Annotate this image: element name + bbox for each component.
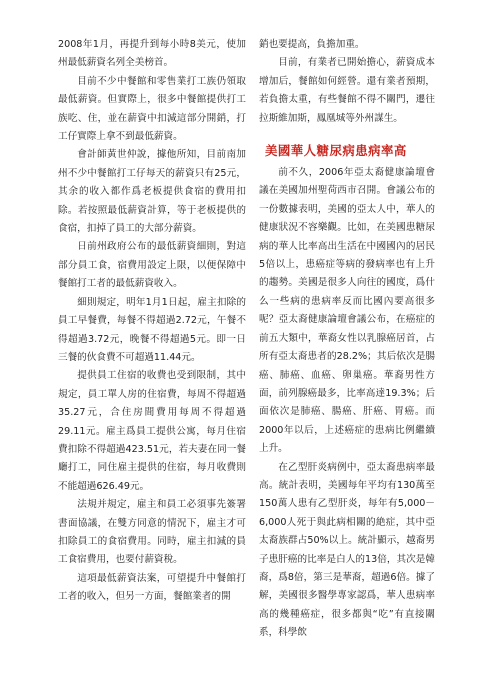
paragraph: 這項最低薪資法案，可望提升中餐館打工者的收入，但另一方面，餐館業者的開	[58, 572, 246, 603]
right-column	[259, 36, 435, 643]
paragraph: 2008年1月，再提升到每小時8美元，使加州最低薪資名列全美榜首。	[58, 39, 246, 69]
paragraph: 提供員工住宿的收費也受到限制，其中規定，員工單人房的住宿費，每周不得超過35.27元，合住房間費用每周不得超過29.11元。雇主爲員工提供公寓，每月住宿費扣除不得超過423.51元，若夫妻在同一餐廳打工，同住雇主提供的住宿，每月收費則不能超過626.49元。	[58, 370, 246, 492]
paragraph: 在乙型肝炎病例中，亞太裔患病率最高。統計表明，美國每年平均有130萬至150萬人患有乙型肝炎，每年有5,000－6,000人死于與此病相關的絶症，其中亞太裔族群占50%以上。統計顯示，越裔男子患肝癌的比率是白人的13倍，其次是韓裔，爲8倍，第三是華裔，超過6倍。據了解，美國很多醫學專家認爲，華人患病率高的幾種癌症，很多都與“吃”有直接關系，科學飲	[259, 461, 435, 639]
paragraph: 目前不少中餐館和零售業打工族仍領取最低薪資。但實際上，很多中餐館提供打工族吃、住，並在薪資中扣減這部分開銷，打工仔實際上拿不到最低薪資。	[58, 75, 246, 143]
article-heading: 美國華人糖尿病患病率高	[265, 143, 407, 159]
left-column	[58, 36, 246, 607]
paragraph: 銷也要提高，負擔加重。	[259, 39, 365, 50]
paragraph: 會計師黃世仲說，據他所知，目前南加州不少中餐館打工仔每天的薪資只有25元，其余的收入都作爲老板提供食宿的費用扣除。若按照最低薪資計算，等于老板提供的食宿，扣掉了員工的大部分薪資。	[58, 149, 246, 235]
paragraph: 日前州政府公布的最低薪資細則，對這部分員工食，宿費用設定上限，以便保障中餐館打工者的最低薪資收入。	[58, 241, 246, 290]
paragraph: 前不久，2006年亞太裔健康論壇會議在美國加州聖荷西市召開。會議公布的一份數據表明，美國的亞太人中，華人的健康狀況不容樂觀。比如，在美國患糖尿病的華人比率高出生活在中國國內的居民5倍以上，患癌症等病的發病率也有上升的趨勢。美國是很多人向往的國度，爲什么一些病的患病率反而比國內要高很多呢？亞太裔健康論壇會議公布，在癌症的前五大類中，華裔女性以乳腺癌居首，占所有亞太裔患者的28.2%；其后依次是腸癌、肺癌、血癌、卵巢癌。華裔男性方面，前列腺癌最多，比率高達19.3%；后面依次是肺癌、腸癌、肝癌、胃癌。而2000年以后，上述癌症的患病比例繼續上升。	[259, 167, 435, 455]
paragraph: 法規并規定，雇主和員工必須事先簽署書面協議，在雙方同意的情況下，雇主才可扣除員工的食宿費用。同時，雇主扣減的員工食宿費用，也要付薪資稅。	[58, 499, 246, 566]
paragraph: 細則規定，明年1月1日起，雇主扣除的員工早餐費，每餐不得超過2.72元，午餐不得超過3.72元，晚餐不得超過5元。即一日三餐的伙食費不可超過11.44元。	[58, 296, 246, 363]
paragraph: 目前，有業者已開始擔心，薪資成本增加后，餐館如何經營。還有業者預期，若負擔太重，有些餐館不得不關門，遷往拉斯維加斯，鳳凰城等外州謀生。	[259, 57, 435, 124]
